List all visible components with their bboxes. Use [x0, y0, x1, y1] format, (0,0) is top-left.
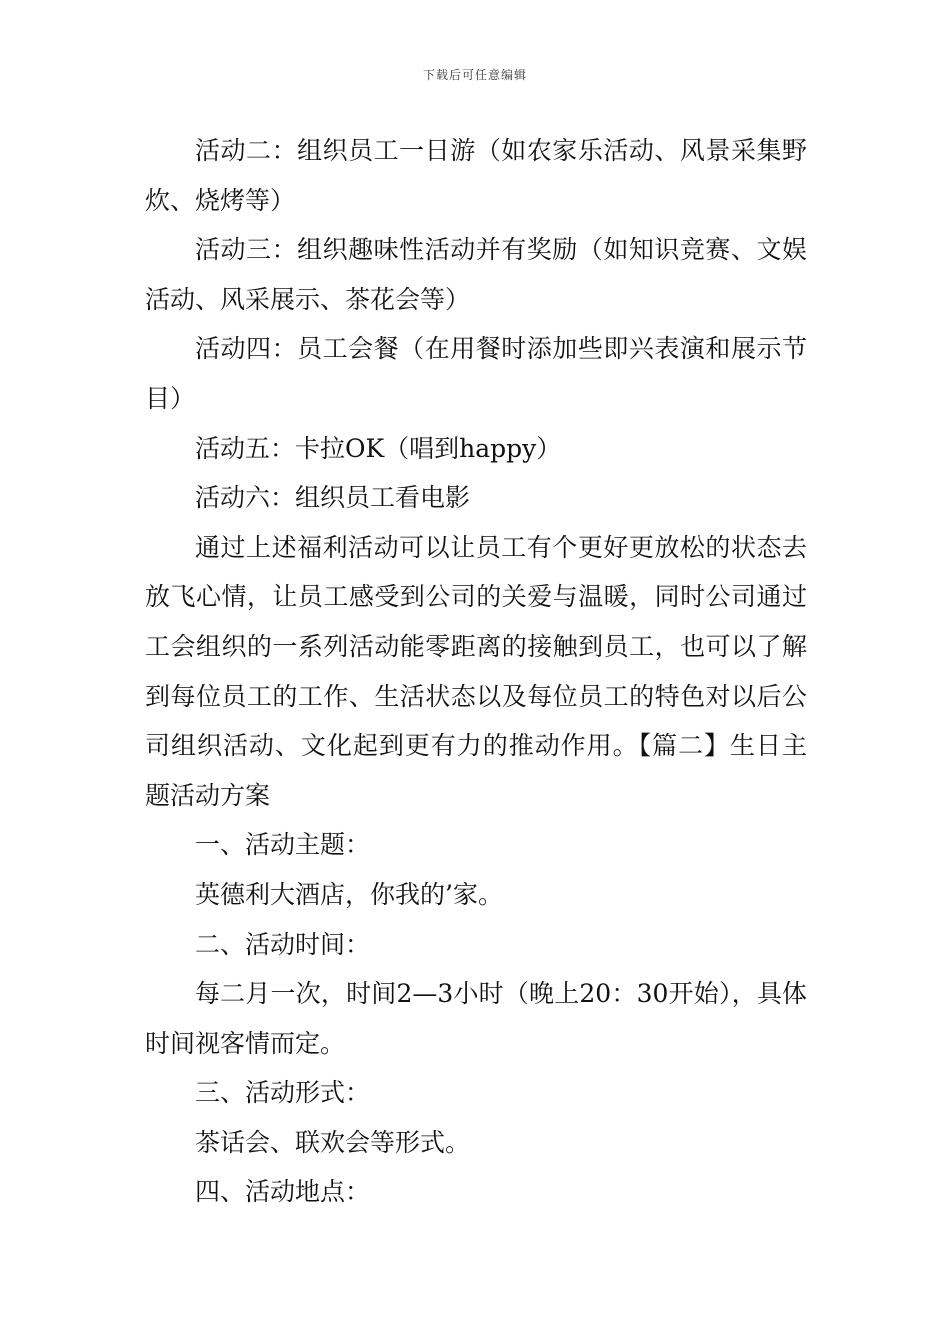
page-header: 下载后可任意编辑: [422, 68, 527, 82]
paragraph-time-text: 每二月一次，时间2—3小时（晚上20：30开始），具体时间视客情而定。: [145, 979, 807, 1058]
document-body: [145, 126, 807, 1217]
heading-activity-form: 三、活动形式：: [195, 1078, 371, 1108]
paragraph-theme-text: 英德利大酒店，你我的’家。: [195, 879, 503, 909]
paragraph-summary: 通过上述福利活动可以让员工有个更好更放松的状态去放飞心情，让员工感受到公司的关爱与温暖，同时公司通过工会组织的一系列活动能零距离的接触到员工，也可以了解到每位员工的工作、生活状态以及每位员工的特色对以后公司组织活动、文化起到更有力的推动作用。【篇二】生日主题活动方案: [145, 532, 807, 810]
paragraph-form-text: 茶话会、联欢会等形式。: [195, 1127, 471, 1157]
paragraph-activity-5: 活动五：卡拉OK（唱到happy）: [195, 433, 562, 463]
paragraph-activity-4: 活动四：员工会餐（在用餐时添加些即兴表演和展示节目）: [145, 334, 807, 413]
paragraph-activity-6: 活动六：组织员工看电影: [195, 483, 471, 513]
heading-activity-location: 四、活动地点：: [195, 1177, 371, 1207]
heading-activity-theme: 一、活动主题：: [195, 830, 371, 860]
paragraph-activity-2: 活动二：组织员工一日游（如农家乐活动、风景采集野炊、烧烤等）: [145, 136, 807, 215]
heading-activity-time: 二、活动时间：: [195, 929, 371, 959]
paragraph-activity-3: 活动三：组织趣味性活动并有奖励（如知识竞赛、文娱活动、风采展示、茶花会等）: [145, 235, 807, 314]
